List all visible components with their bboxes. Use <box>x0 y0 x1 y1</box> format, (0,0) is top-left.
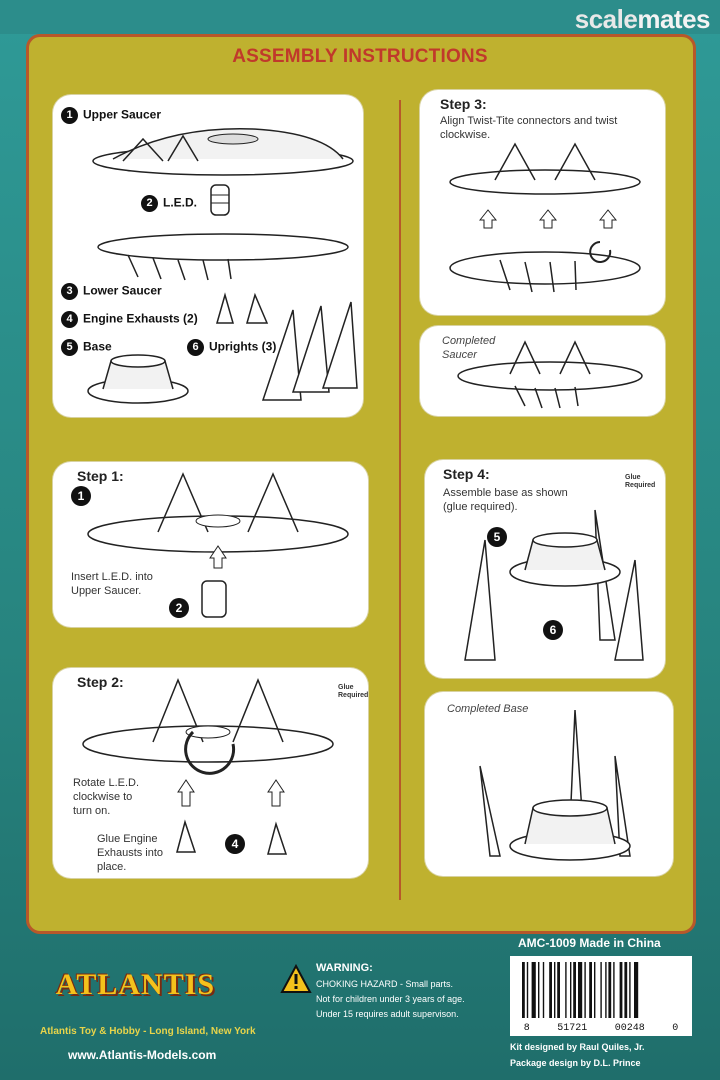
completed-saucer-card <box>420 326 665 416</box>
part-engine-exhausts: 4 Engine Exhausts (2) <box>61 311 198 328</box>
parts-card <box>53 95 363 417</box>
step3-card <box>420 90 665 315</box>
glue-required-note-2: Glue Required <box>338 684 368 699</box>
column-divider <box>399 100 401 900</box>
kit-credit: Kit designed by Raul Quiles, Jr. <box>510 1042 645 1052</box>
watermark-logo[interactable]: scalemates <box>574 4 710 34</box>
barcode-bars <box>522 962 682 1018</box>
warning-text: CHOKING HAZARD - Small parts. Not for children under 3 years of age. Under 15 requires adult supervison. <box>316 979 465 1019</box>
step4-card <box>425 460 665 678</box>
page-title: ASSEMBLY INSTRUCTIONS <box>232 46 488 67</box>
completed-base-card <box>425 692 673 876</box>
barcode-digits: 8 51721 00248 0 <box>523 1023 679 1034</box>
warning-icon <box>280 964 312 994</box>
lower-saucer-drawing <box>93 225 353 285</box>
step3-title: Step 3: <box>440 96 487 112</box>
step4-title: Step 4: <box>443 466 490 482</box>
completed-base-drawing <box>465 706 665 872</box>
product-code: AMC-1009 Made in China <box>518 936 661 950</box>
company-address: Atlantis Toy & Hobby - Long Island, New York <box>40 1026 256 1037</box>
led-drawing <box>208 183 232 219</box>
barcode <box>510 956 692 1036</box>
website-link[interactable]: www.Atlantis-Models.com <box>68 1048 217 1062</box>
step1-title: Step 1: <box>77 468 124 484</box>
step3-text: Align Twist-Tite connectors and twist clockwise. <box>440 115 618 141</box>
part-upper-saucer: 1 Upper Saucer <box>61 107 161 124</box>
step2-text-rotate: Rotate L.E.D. clockwise to turn on. <box>73 777 140 817</box>
package-credit: Package design by D.L. Prince <box>510 1058 641 1068</box>
completed-base-label: Completed Base <box>447 703 529 715</box>
part-lower-saucer: 3 Lower Saucer <box>61 283 162 300</box>
warning-block: WARNING: CHOKING HAZARD - Small parts. Not for children under 3 years of age. Under 15 requires adult supervison. <box>280 962 500 1032</box>
completed-saucer-label: Completed Saucer <box>442 335 496 361</box>
base-drawing <box>83 347 193 407</box>
step2-text-glue: Glue Engine Exhausts into place. <box>97 833 164 873</box>
step1-text: Insert L.E.D. into Upper Saucer. <box>71 571 153 597</box>
step2-callout-4: 4 <box>225 834 245 854</box>
step2-card <box>53 668 368 878</box>
part-uprights: 6 Uprights (3) <box>187 339 276 356</box>
glue-required-note: Glue Required <box>625 474 656 489</box>
part-led: 2 L.E.D. <box>141 195 197 212</box>
step1-callout-2: 2 <box>169 598 189 618</box>
step1-callout-1: 1 <box>71 486 91 506</box>
uprights-drawing <box>253 300 363 412</box>
step4-drawing <box>455 500 660 675</box>
step4-callout-6: 6 <box>543 620 563 640</box>
upper-saucer-drawing <box>83 121 363 181</box>
completed-saucer-drawing <box>450 336 650 412</box>
atlantis-logo: ATLANTIS <box>55 968 216 1001</box>
step4-callout-5: 5 <box>487 527 507 547</box>
step1-card <box>53 462 368 627</box>
part-base: 5 Base <box>61 339 112 356</box>
step4-text: Assemble base as shown (glue required). <box>443 487 568 513</box>
step2-title: Step 2: <box>77 674 124 690</box>
step3-drawing <box>440 140 650 310</box>
